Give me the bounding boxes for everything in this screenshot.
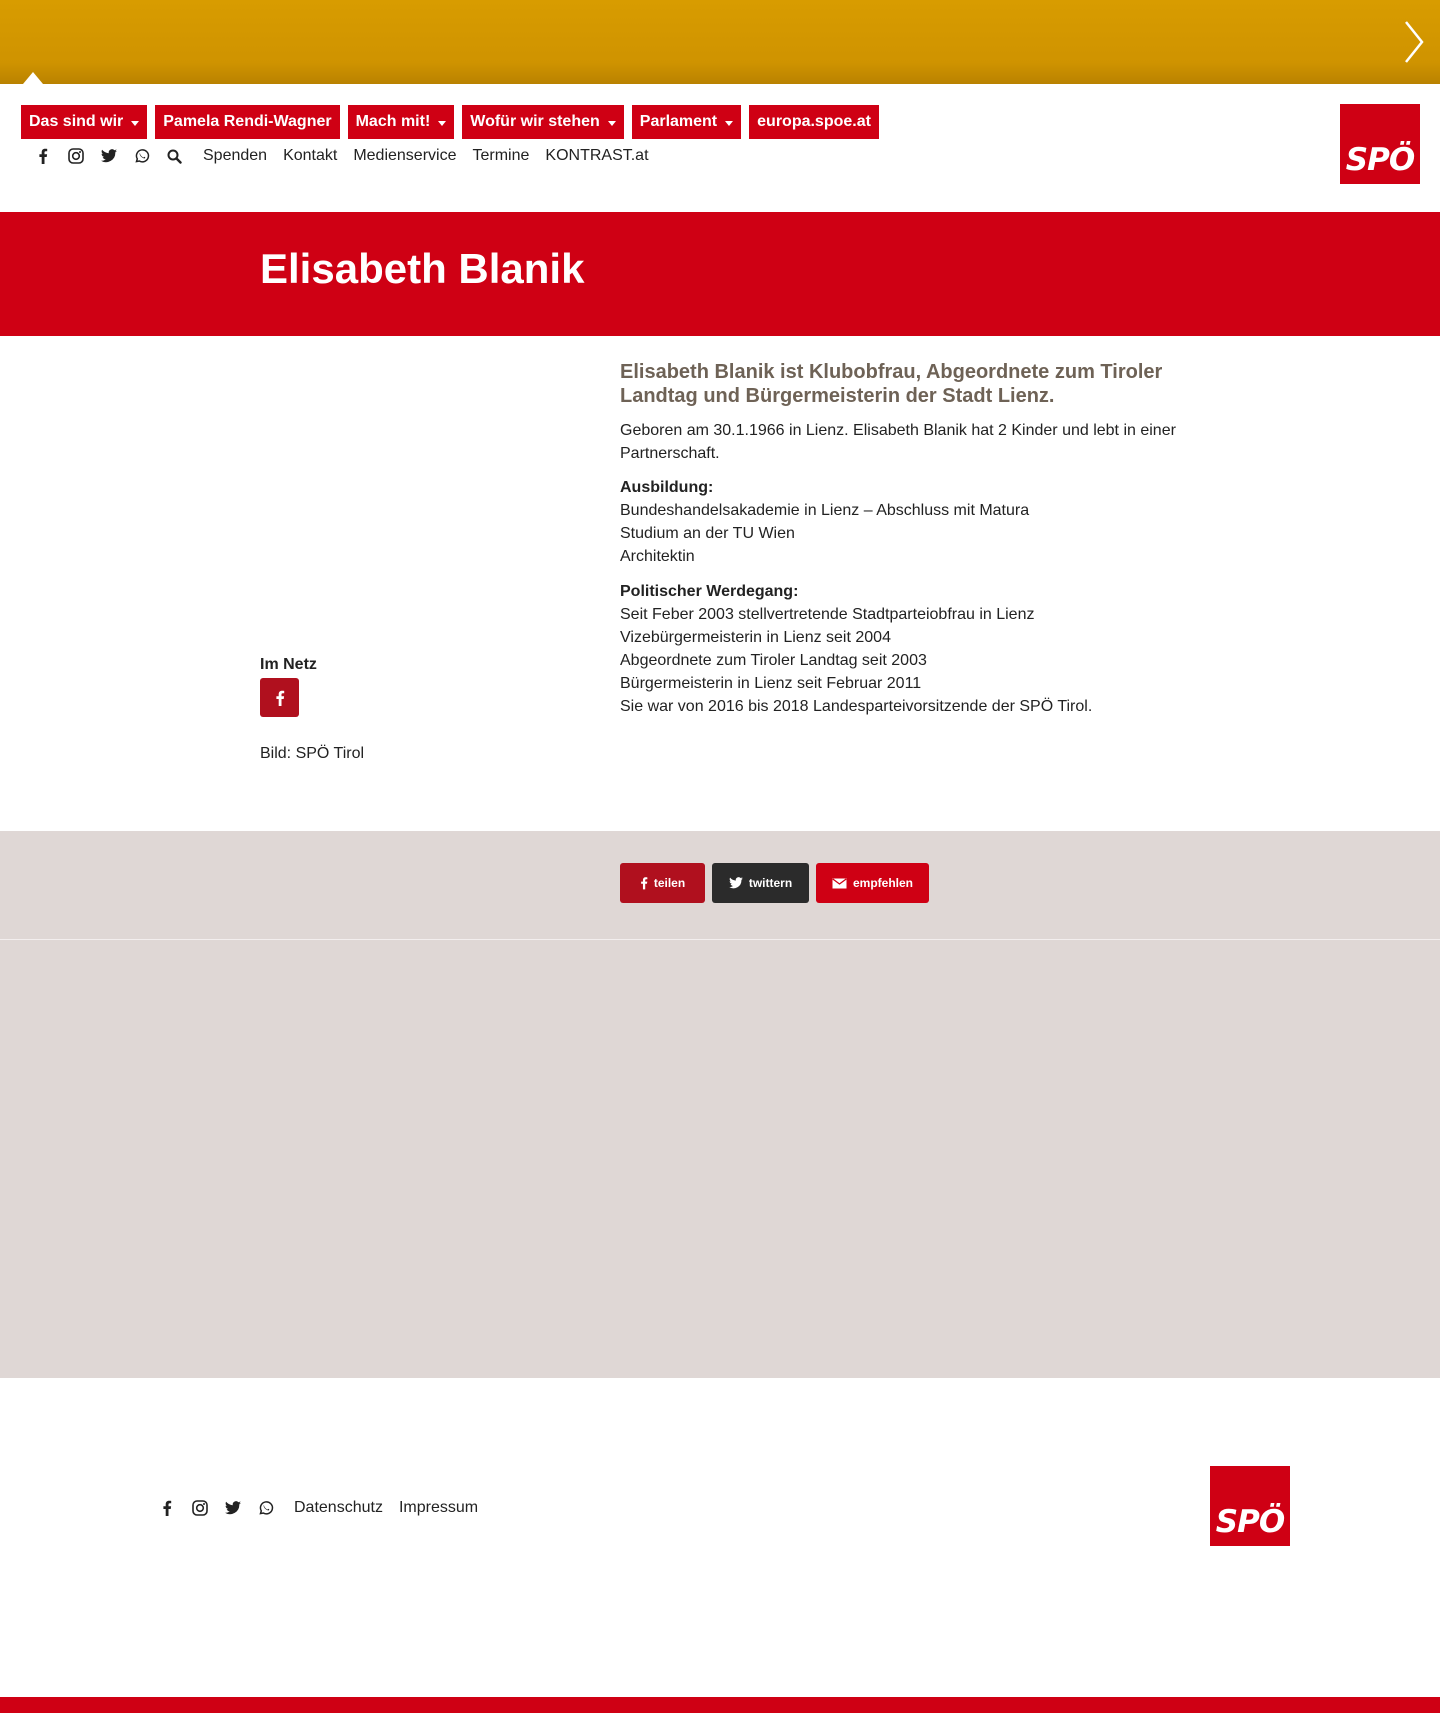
facebook-icon xyxy=(640,876,648,890)
whatsapp-icon[interactable] xyxy=(249,1497,282,1519)
chevron-right-icon[interactable] xyxy=(1398,18,1428,66)
caret-down-icon xyxy=(438,121,446,126)
nav-label: Mach mit! xyxy=(355,113,431,130)
nav-label: europa.spoe.at xyxy=(757,113,871,130)
sub-nav-medienservice[interactable]: Medienservice xyxy=(353,147,457,164)
main-navigation xyxy=(21,105,879,139)
education-section xyxy=(620,476,1190,568)
twitter-icon[interactable] xyxy=(92,145,125,167)
nav-das-sind-wir[interactable] xyxy=(21,105,147,139)
nav-label: Das sind wir xyxy=(29,113,124,130)
banner-pointer xyxy=(23,72,43,84)
education-item: Studium an der TU Wien xyxy=(620,525,795,542)
sub-nav-kontakt[interactable]: Kontakt xyxy=(283,147,338,164)
education-item: Architektin xyxy=(620,548,695,565)
caret-down-icon xyxy=(608,121,616,126)
footer-link-datenschutz[interactable]: Datenschutz xyxy=(294,1499,383,1516)
career-item: Seit Feber 2003 stellvertretende Stadtparteiobfrau in Lienz xyxy=(620,606,1035,623)
bottom-bar xyxy=(0,1697,1440,1713)
share-label: twittern xyxy=(748,876,793,890)
share-label: teilen xyxy=(653,876,686,890)
career-section xyxy=(620,580,1190,718)
spoe-logo[interactable] xyxy=(1340,104,1420,184)
instagram-icon[interactable] xyxy=(59,145,92,167)
intro-text: Elisabeth Blanik ist Klubobfrau, Abgeordnete zum Tiroler Landtag und Bürgermeisterin der Stadt Lienz. xyxy=(620,361,1163,407)
nav-label: Parlament xyxy=(639,113,718,130)
share-label: empfehlen xyxy=(852,876,913,890)
logo-text: SPÖ xyxy=(1345,142,1415,178)
sub-nav-spenden[interactable]: Spenden xyxy=(203,147,268,164)
nav-label: Wofür wir stehen xyxy=(470,113,600,130)
share-band xyxy=(0,831,1440,1378)
nav-europa[interactable] xyxy=(749,105,879,139)
career-item: Vizebürgermeisterin in Lienz seit 2004 xyxy=(620,629,891,646)
sub-nav-termine[interactable]: Termine xyxy=(472,147,530,164)
image-credit: Bild: SPÖ Tirol xyxy=(260,745,365,762)
instagram-icon[interactable] xyxy=(183,1497,216,1519)
twitter-icon xyxy=(729,877,743,889)
education-item: Bundeshandelsakademie in Lienz – Abschluss mit Matura xyxy=(620,502,1030,519)
share-twitter-button[interactable] xyxy=(712,863,809,903)
nav-pamela-rendi-wagner[interactable] xyxy=(155,105,339,139)
sub-nav-kontrast[interactable]: KONTRAST.at xyxy=(545,147,649,164)
birth-text: Geboren am 30.1.1966 in Lienz. Elisabeth Blanik hat 2 Kinder und lebt in einer Partnerschaft. xyxy=(620,422,1176,462)
divider xyxy=(0,939,1440,940)
career-item: Abgeordnete zum Tiroler Landtag seit 2003 xyxy=(620,652,927,669)
career-item: Bürgermeisterin in Lienz seit Februar 2011 xyxy=(620,675,922,692)
footer-link-impressum[interactable]: Impressum xyxy=(398,1499,479,1516)
caret-down-icon xyxy=(131,121,139,126)
facebook-icon[interactable] xyxy=(26,145,59,167)
caret-down-icon xyxy=(725,121,733,126)
share-email-button[interactable] xyxy=(816,863,929,903)
search-icon[interactable] xyxy=(158,145,191,167)
education-heading: Ausbildung: xyxy=(620,479,714,496)
twitter-icon[interactable] xyxy=(216,1497,249,1519)
logo-text: SPÖ xyxy=(1215,1504,1285,1540)
im-netz-heading: Im Netz xyxy=(260,656,317,673)
top-banner xyxy=(0,0,1440,84)
spoe-logo-footer[interactable] xyxy=(1210,1466,1290,1546)
nav-parlament[interactable] xyxy=(632,105,741,139)
whatsapp-icon[interactable] xyxy=(125,145,158,167)
nav-label: Pamela Rendi-Wagner xyxy=(163,113,332,130)
page-title: Elisabeth Blanik xyxy=(260,245,585,292)
facebook-icon xyxy=(275,690,285,706)
career-item: Sie war von 2016 bis 2018 Landesparteivorsitzende der SPÖ Tirol. xyxy=(620,698,1093,715)
footer-navigation xyxy=(150,1497,478,1519)
facebook-icon[interactable] xyxy=(150,1497,183,1519)
envelope-icon xyxy=(832,878,847,889)
page-hero xyxy=(0,212,1440,336)
nav-mach-mit[interactable] xyxy=(348,105,455,139)
sub-navigation xyxy=(26,145,649,167)
share-facebook-button[interactable] xyxy=(620,863,705,903)
nav-wofuer-wir-stehen[interactable] xyxy=(462,105,624,139)
facebook-profile-button[interactable] xyxy=(260,678,299,717)
career-heading: Politischer Werdegang: xyxy=(620,583,799,600)
